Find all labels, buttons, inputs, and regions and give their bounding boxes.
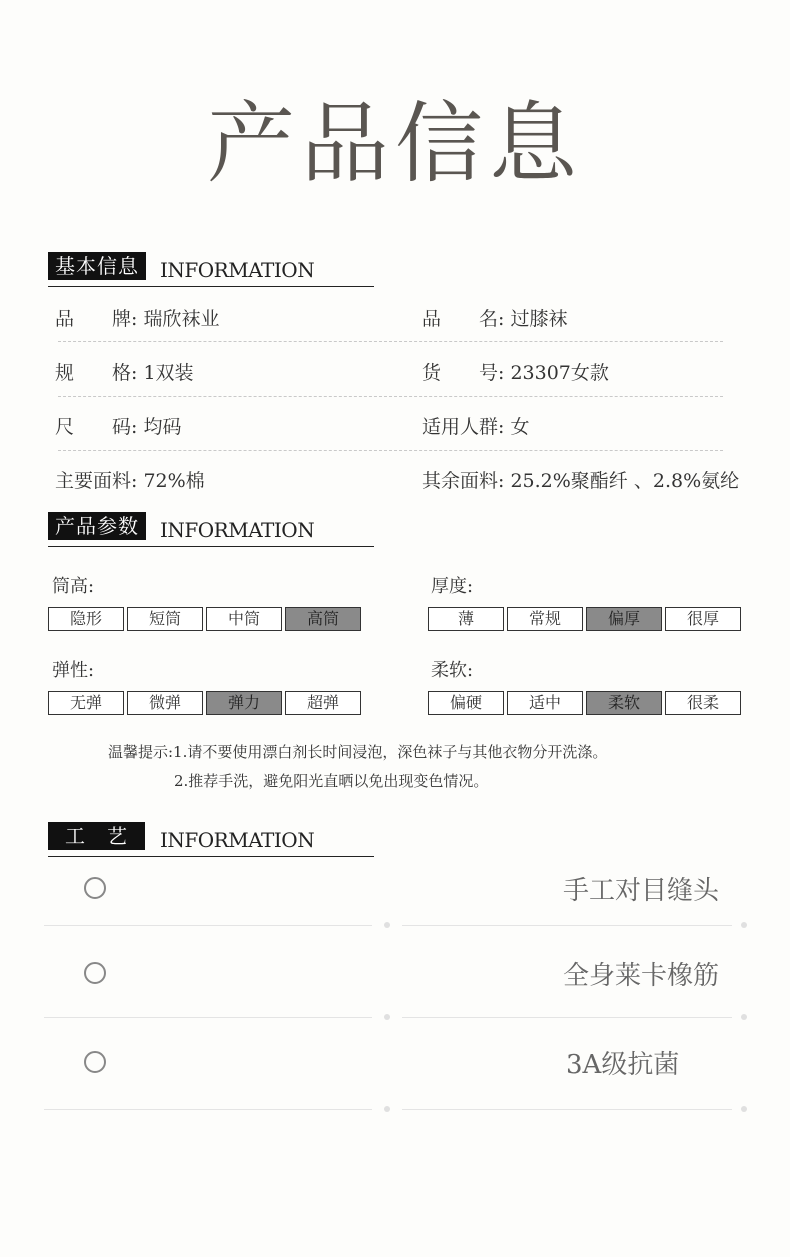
param-option: 适中 [507, 691, 583, 715]
info-key: 品 名: [422, 308, 505, 330]
info-value: 过膝袜 [510, 308, 568, 330]
row-divider [58, 396, 723, 397]
param-label-elasticity: 弹性: [52, 660, 95, 681]
craft-item: 全身莱卡橡筋 [562, 961, 719, 991]
info-spec [55, 358, 194, 385]
param-option: 薄 [428, 607, 504, 631]
info-name [422, 304, 567, 331]
craft-dot [384, 922, 390, 928]
params-header [48, 510, 374, 547]
care-tip-1: 温馨提示:1.请不要使用漂白剂长时间浸泡，深色袜子与其他衣物分开洗涤。 [108, 743, 608, 761]
craft-divider [44, 925, 372, 926]
param-option: 短筒 [127, 607, 203, 631]
info-value: 25.2%聚酯纤 、2.8%氨纶 [510, 470, 740, 492]
craft-item: 手工对目缝头 [562, 876, 719, 906]
info-size [55, 412, 181, 439]
param-option: 柔软 [586, 691, 662, 715]
param-option: 隐形 [48, 607, 124, 631]
info-key: 主要面料: [55, 470, 138, 492]
basic-info-header [48, 250, 374, 287]
param-option: 超弹 [285, 691, 361, 715]
basic-info-en: INFORMATION [160, 258, 315, 282]
info-key: 货 号: [422, 362, 505, 384]
info-main-fabric [55, 466, 205, 493]
param-option: 中筒 [206, 607, 282, 631]
info-value: 23307女款 [510, 362, 609, 384]
care-tip-2: 2.推荐手洗，避免阳光直晒以免出现变色情况。 [174, 772, 489, 790]
row-divider [58, 341, 723, 342]
param-option: 很柔 [665, 691, 741, 715]
craft-divider [402, 1017, 732, 1018]
param-option: 很厚 [665, 607, 741, 631]
craft-dot [741, 1106, 747, 1112]
param-label-height: 筒高: [52, 576, 95, 597]
param-option: 常规 [507, 607, 583, 631]
craft-label: 工 艺 [48, 822, 145, 850]
info-brand [55, 304, 219, 331]
params-en: INFORMATION [160, 518, 315, 542]
param-option: 高筒 [285, 607, 361, 631]
info-value: 均码 [143, 416, 182, 438]
info-key: 品 牌: [55, 308, 138, 330]
param-options-softness [428, 691, 741, 715]
info-item-no [422, 358, 609, 385]
craft-dot [384, 1014, 390, 1020]
param-options-elasticity [48, 691, 361, 715]
craft-divider [44, 1017, 372, 1018]
info-target [422, 412, 529, 439]
info-key: 其余面料: [422, 470, 505, 492]
info-other-fabric [422, 466, 739, 493]
craft-dot [384, 1106, 390, 1112]
info-key: 规 格: [55, 362, 138, 384]
params-label: 产品参数 [48, 512, 146, 540]
info-value: 女 [510, 416, 530, 438]
param-option: 微弹 [127, 691, 203, 715]
craft-circle-icon [84, 962, 106, 984]
param-options-thickness [428, 607, 741, 631]
info-value: 72%棉 [143, 470, 205, 492]
craft-item: 3A级抗菌 [566, 1050, 680, 1080]
craft-divider [402, 925, 732, 926]
craft-dot [741, 1014, 747, 1020]
craft-circle-icon [84, 1051, 106, 1073]
craft-en: INFORMATION [160, 828, 315, 852]
row-divider [58, 450, 723, 451]
param-option: 无弹 [48, 691, 124, 715]
craft-divider [44, 1109, 372, 1110]
param-options-height [48, 607, 361, 631]
page-title: 产品信息 [206, 92, 583, 195]
craft-divider [402, 1109, 732, 1110]
basic-info-label: 基本信息 [48, 252, 146, 280]
info-key: 适用人群: [422, 416, 505, 438]
craft-header [48, 820, 374, 857]
param-option: 偏硬 [428, 691, 504, 715]
info-value: 瑞欣袜业 [143, 308, 220, 330]
craft-dot [741, 922, 747, 928]
info-value: 1双装 [143, 362, 194, 384]
craft-circle-icon [84, 877, 106, 899]
param-option: 偏厚 [586, 607, 662, 631]
param-label-softness: 柔软: [431, 660, 474, 681]
param-label-thickness: 厚度: [431, 576, 474, 597]
param-option: 弹力 [206, 691, 282, 715]
info-key: 尺 码: [55, 416, 138, 438]
